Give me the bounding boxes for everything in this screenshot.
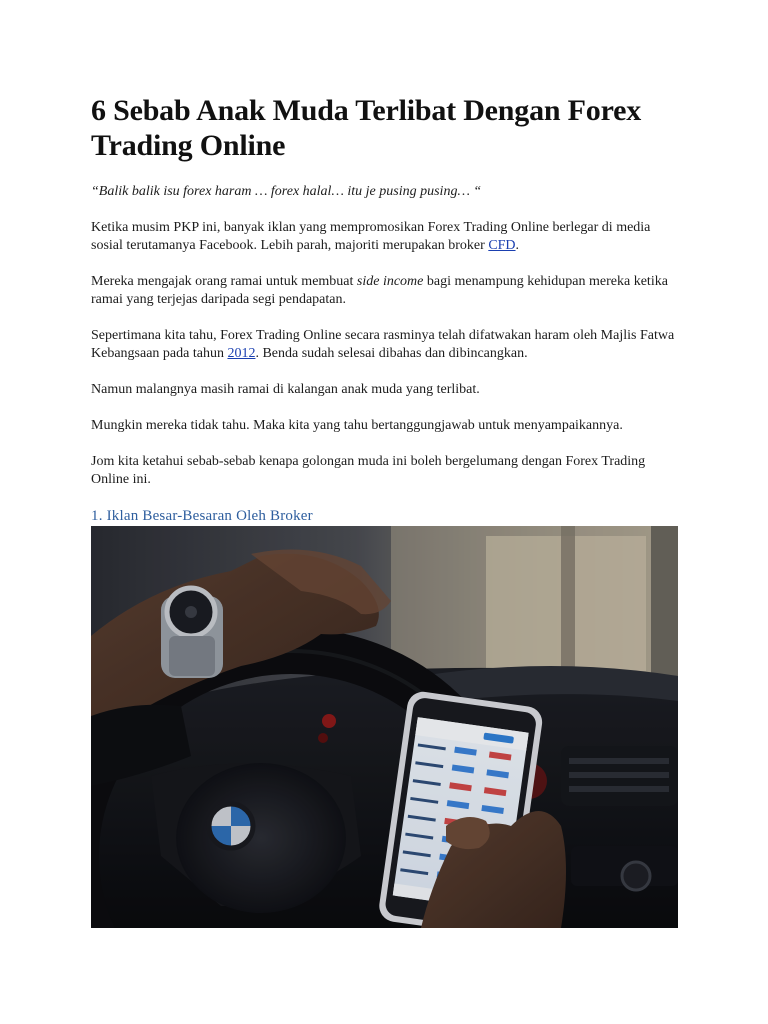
paragraph-1-end: . [515,238,520,253]
intro-quote: “Balik balik isu forex haram … forex halal… itu je pusing pusing… “ [91,184,482,199]
paragraph-6: Jom kita ketahui sebab-sebab kenapa golongan muda ini boleh bergelumang dengan Forex Trading Online ini. [91,454,646,487]
paragraph-2 [91,273,679,309]
paragraph-1-text: Ketika musim PKP ini, banyak iklan yang mempromosikan Forex Trading Online berlegar di media sosial terutamanya Facebook. Lebih parah, majoriti merupakan broker [91,220,651,253]
paragraph-1 [91,219,679,255]
section-heading-1: 1. Iklan Besar-Besaran Oleh Broker [91,508,313,524]
side-income-emphasis: side income [356,274,424,289]
cfd-link[interactable]: CFD [488,238,516,253]
paragraph-3 [91,327,679,363]
article-title: 6 Sebab Anak Muda Terlibat Dengan Forex Trading Online [91,94,642,162]
paragraph-2-end: bagi menampung kehidupan mereka ketika ramai yang terjejas daripada segi pendapatan. [91,274,668,307]
paragraph-3-text: Sepertimana kita tahu, Forex Trading Online secara rasminya telah difatwakan haram oleh Majlis Fatwa Kebangsaan pada tahun [91,328,675,361]
paragraph-5: Mungkin mereka tidak tahu. Maka kita yang tahu bertanggungjawab untuk menyampaikannya. [91,418,623,433]
paragraph-3-end: . Benda sudah selesai dibahas dan dibincangkan. [255,346,528,361]
paragraph-2-text: Mereka mengajak orang ramai untuk membuat [91,274,357,289]
article-photo [91,526,678,928]
car-phone-photo [91,526,678,928]
year-2012-link[interactable]: 2012 [227,346,256,361]
paragraph-4: Namun malangnya masih ramai di kalangan anak muda yang terlibat. [91,382,480,397]
